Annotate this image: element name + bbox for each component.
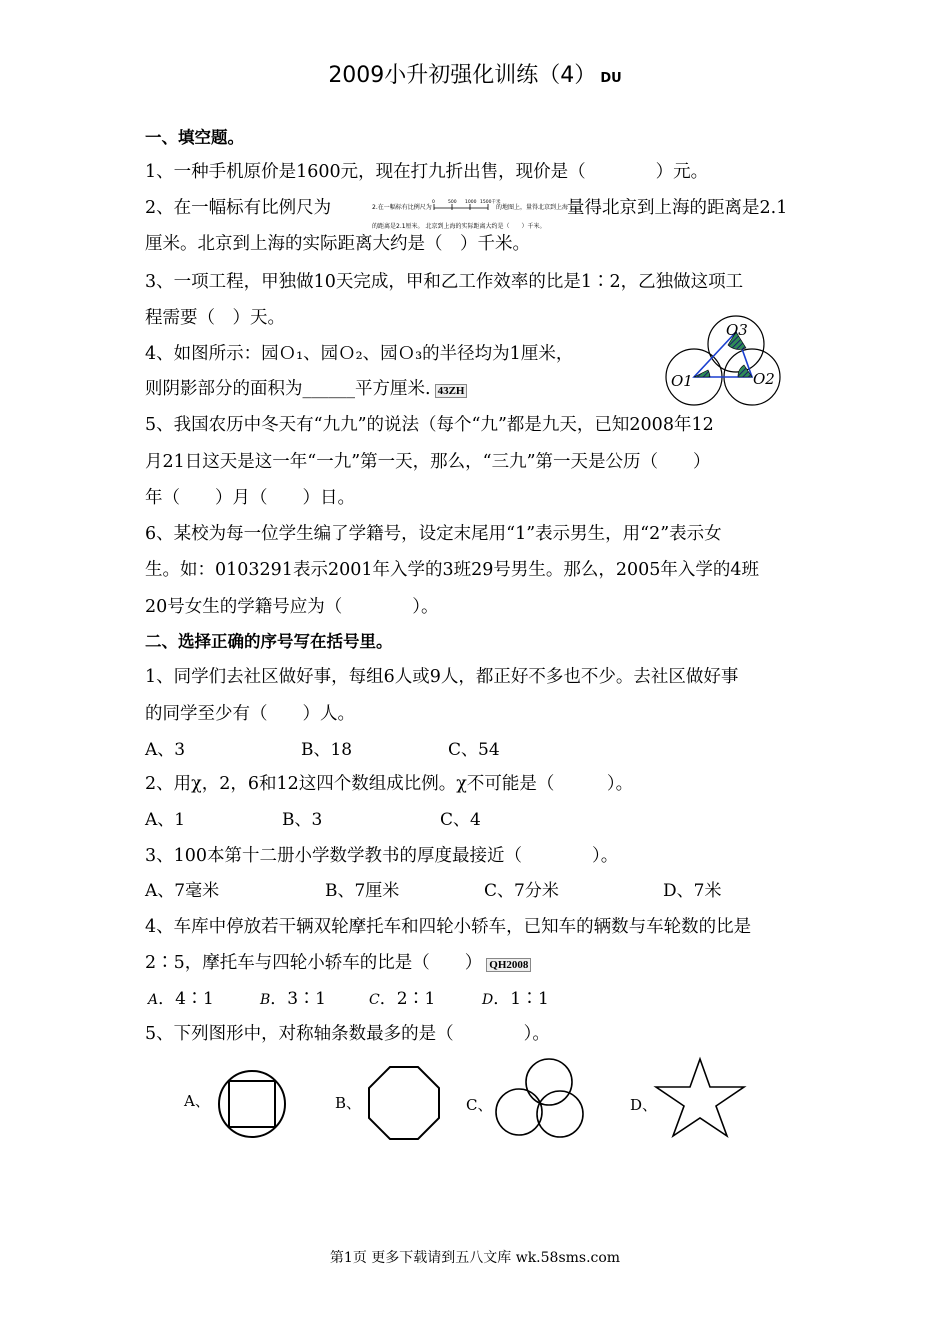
s2-q4-opt-c	[369, 987, 435, 1012]
s1-q3-line2: 程需要（ ）天。	[145, 308, 285, 328]
opt-b-letter: B	[260, 992, 271, 1008]
s2-q3-opt-b: B、7厘米	[325, 881, 400, 901]
s1-q3-line1: 3、一项工程，甲独做10天完成，甲和乙工作效率的比是1∶2，乙独做这项工	[145, 272, 744, 292]
s1-q5-line1: 5、我国农历中冬天有“九九”的说法（每个“九”都是九天，已知2008年12	[145, 415, 714, 435]
fig-label-d: D、	[630, 1096, 658, 1114]
page-footer: 第1页 更多下载请到五八文库 wk.58sms.com	[329, 1250, 621, 1266]
figure-b-octagon	[362, 1064, 446, 1144]
figure-c-three-circles	[492, 1056, 588, 1140]
s2-q4-opt-b	[260, 987, 326, 1012]
fig-label-a: A、	[184, 1092, 210, 1110]
scale-bar-svg	[368, 198, 578, 236]
s2-q2-opt-c: C、4	[440, 810, 481, 830]
opt-b-text: ．3∶1	[270, 989, 326, 1009]
s1-q1: 1、一种手机原价是1600元，现在打九折出售，现价是（ ）元。	[145, 162, 709, 182]
s1-q5-line3: 年（ ）月（ ）日。	[145, 488, 355, 508]
s1-q6-line3: 20号女生的学籍号应为（ ）。	[145, 597, 439, 617]
s2-q2-opt-b: B、3	[282, 810, 323, 830]
s2-q5: 5、下列图形中，对称轴条数最多的是（ ）。	[145, 1024, 550, 1044]
s2-q1-opt-c: C、54	[448, 740, 500, 760]
s2-q1-opt-a: A、3	[145, 740, 186, 760]
label-o1: O1	[671, 372, 693, 390]
scale-bar-image	[368, 198, 578, 236]
scale-tick-3: 1500千米	[480, 200, 501, 205]
s1-q4-tag: 43ZH	[435, 384, 468, 398]
s2-q2: 2、用χ，2，6和12这四个数组成比例。χ不可能是（ ）。	[145, 774, 634, 794]
s2-q4-line1: 4、车库中停放若干辆双轮摩托车和四轮小轿车，已知车的辆数与车轮数的比是	[145, 917, 752, 937]
s2-q1-opt-b: B、18	[301, 740, 353, 760]
label-o3: O3	[726, 321, 748, 339]
scale-img-text-1: 2.在一幅标有比例尺为	[372, 204, 432, 211]
s2-q1-line1: 1、同学们去社区做好事，每组6人或9人，都正好不多也不少。去社区做好事	[145, 667, 739, 687]
scale-tick-1: 500	[448, 200, 457, 205]
s2-q4-line2	[145, 951, 531, 977]
s2-q4-opt-a	[148, 987, 214, 1012]
s1-q4-line2-text: 则阴影部分的面积为______平方厘米.	[145, 379, 431, 399]
s1-q5-line2: 月21日这天是这一年“一九”第一天，那么，“三九”第一天是公历（ ）	[145, 452, 711, 472]
fig-label-c: C、	[466, 1096, 493, 1114]
s2-q4-opt-d	[482, 987, 549, 1012]
fig-label-b: B、	[335, 1094, 362, 1112]
scale-img-text-3: 的距离是2.1厘米。 北京到上海的实际距离大约是（ ）千米。	[372, 223, 546, 230]
s2-q1-line2: 的同学至少有（ ）人。	[145, 704, 355, 724]
opt-d-letter: D	[482, 992, 494, 1008]
s2-q4-line2-text: 2∶5，摩托车与四轮小轿车的比是（ ）	[145, 953, 483, 973]
s1-q4-line2	[145, 377, 467, 403]
title-text: 2009小升初强化训练（4）	[328, 63, 597, 88]
opt-a-letter: A	[148, 992, 159, 1008]
s1-q4-line1: 4、如图所示：园Ｏ₁、园Ｏ₂、园Ｏ₃的半径均为1厘米，	[145, 344, 574, 364]
opt-a-text: ．4∶1	[158, 989, 214, 1009]
s1-q6-line2: 生。如：0103291表示2001年入学的3班29号男生。那么，2005年入学的4班	[145, 560, 760, 580]
s2-q3-opt-d: D、7米	[663, 881, 722, 901]
scale-tick-0: 0	[432, 200, 435, 205]
figure-a-circle-square	[214, 1068, 294, 1140]
s2-q3-opt-a: A、7毫米	[145, 881, 220, 901]
s1-q2-part1: 2、在一幅标有比例尺为	[145, 198, 332, 218]
opt-d-text: ．1∶1	[493, 989, 549, 1009]
opt-c-text: ．2∶1	[379, 989, 436, 1009]
s2-q3-opt-c: C、7分米	[484, 881, 559, 901]
page-title	[0, 58, 950, 89]
opt-c-letter: C	[369, 992, 380, 1008]
section1-heading: 一、填空题。	[145, 128, 244, 147]
scale-tick-2: 1000	[465, 200, 477, 205]
title-suffix: DU	[600, 71, 622, 86]
s2-q4-tag: QH2008	[486, 958, 531, 972]
s1-q6-line1: 6、某校为每一位学生编了学籍号，设定末尾用“1”表示男生，用“2”表示女	[145, 524, 722, 544]
label-o2: O2	[753, 370, 775, 388]
s2-q2-opt-a: A、1	[145, 810, 186, 830]
figure-d-star	[652, 1056, 748, 1140]
s1-q2-part3: 厘米。北京到上海的实际距离大约是（ ）千米。	[145, 234, 530, 254]
scale-img-text-2: 的地图上，量得北京到上海	[496, 204, 569, 211]
s1-q2-part2: 量得北京到上海的距离是2.1	[567, 198, 788, 218]
s2-q3: 3、100本第十二册小学数学教书的厚度最接近（ ）。	[145, 846, 619, 866]
three-circles-figure	[662, 310, 782, 410]
section2-heading: 二、选择正确的序号写在括号里。	[145, 632, 393, 651]
